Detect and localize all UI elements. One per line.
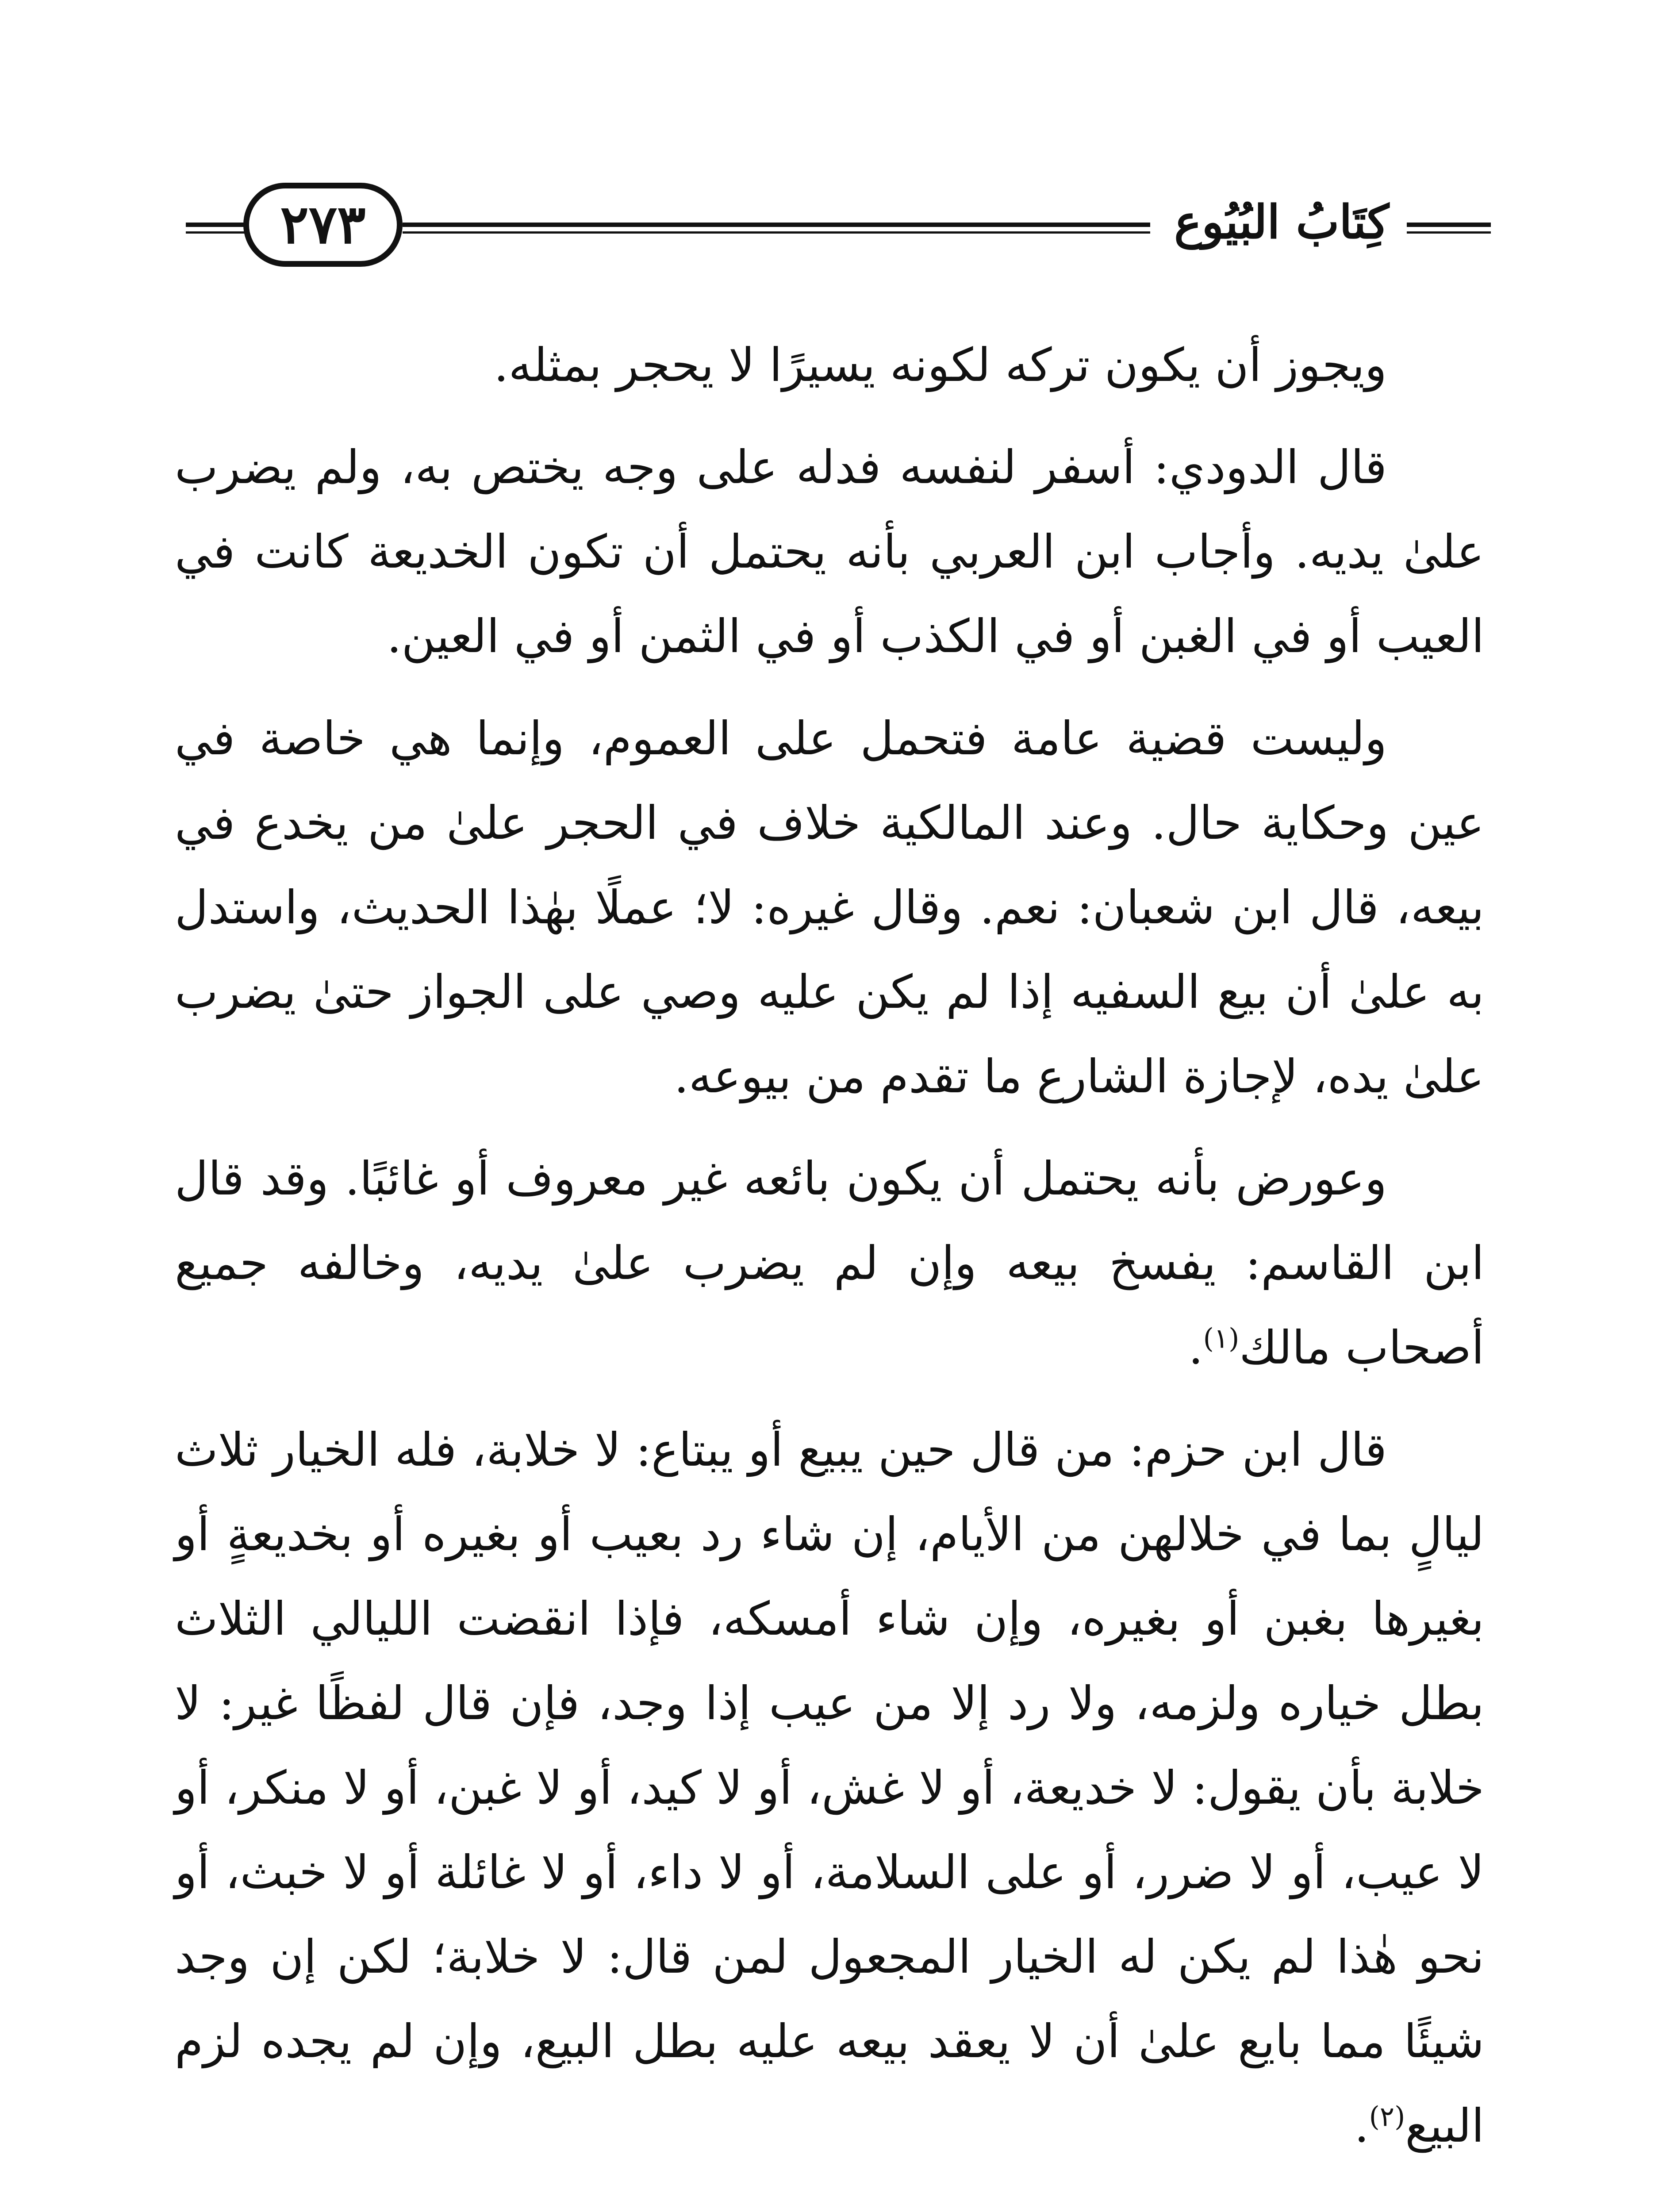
main-text: [175, 323, 1484, 2168]
paragraph-2: قال الدودي: أسفر لنفسه فدله على وجه يختص به، ولم يضرب علىٰ يديه. وأجاب ابن العربي بأنه يحتمل أن تكون الخديعة كانت في العيب أو في الغبن أو في الكذب أو في الثمن أو في العين.: [175, 440, 1484, 663]
paragraph-4-text: وعورض بأنه يحتمل أن يكون بائعه غير معروف أو غائبًا. وقد قال ابن القاسم: يفسخ بيعه وإن لم يضرب علىٰ يديه، وخالفه جميع أصحاب مالك: [175, 1152, 1484, 1375]
footnote-ref-1: (١): [1203, 1322, 1240, 1355]
paragraph-4-end: .: [1188, 1321, 1203, 1375]
book-title: كِتَابُ البُيُوع: [1174, 195, 1389, 249]
paragraph-1: ويجوز أن يكون تركه لكونه يسيرًا لا يحجر بمثله.: [494, 338, 1387, 392]
header-rule-middle-bottom: [403, 231, 1150, 234]
paragraph-5: [175, 1408, 1484, 2168]
header-rule-left-top: [186, 223, 248, 227]
header-rule-left-bottom: [186, 231, 248, 234]
header-rule-right-top: [1407, 223, 1491, 227]
paragraph-4: [175, 1137, 1484, 1390]
paragraph-3: وليست قضية عامة فتحمل على العموم، وإنما هي خاصة في عين وحكاية حال. وعند المالكية خلاف في الحجر علىٰ من يخدع في بيعه، قال ابن شعبان: نعم. وقال غيره: لا؛ عملًا بهٰذا الحديث، واستدل به علىٰ أن بيع السفيه إذا لم يكن عليه وصي على الجواز حتىٰ يضرب علىٰ يده، لإجازة الشارع ما تقدم من بيوعه.: [175, 711, 1484, 1103]
paragraph-5-text: قال ابن حزم: من قال حين يبيع أو يبتاع: لا خلابة، فله الخيار ثلاث ليالٍ بما في خلالهن من الأيام، إن شاء رد بعيب أو بغيره أو بخديعةٍ أو بغيرها بغبن أو بغيره، وإن شاء أمسكه، فإذا انقضت الليالي الثلاث بطل خياره ولزمه، ولا رد إلا من عيب إذا وجد، فإن قال لفظًا غير: لا خلابة بأن يقول: لا خديعة، أو لا غش، أو لا كيد، أو لا غبن، أو لا منكر، أو لا عيب، أو لا ضرر، أو على السلامة، أو لا داء، أو لا غائلة أو لا خبث، أو نحو هٰذا لم يكن له الخيار المجعول لمن قال: لا خلابة؛ لكن إن وجد شيئًا مما بايع علىٰ أن لا يعقد بيعه عليه بطل البيع، وإن لم يجده لزم البيع: [175, 1423, 1485, 2153]
paragraph-5-end: .: [1354, 2099, 1369, 2153]
header-rule-right-bottom: [1407, 231, 1491, 234]
running-header: [186, 175, 1491, 285]
footnote-ref-2: (٢): [1369, 2100, 1405, 2133]
header-rule-middle-top: [403, 223, 1150, 227]
page-number-frame: [243, 183, 403, 267]
page-number: ٢٧٣: [280, 193, 366, 256]
